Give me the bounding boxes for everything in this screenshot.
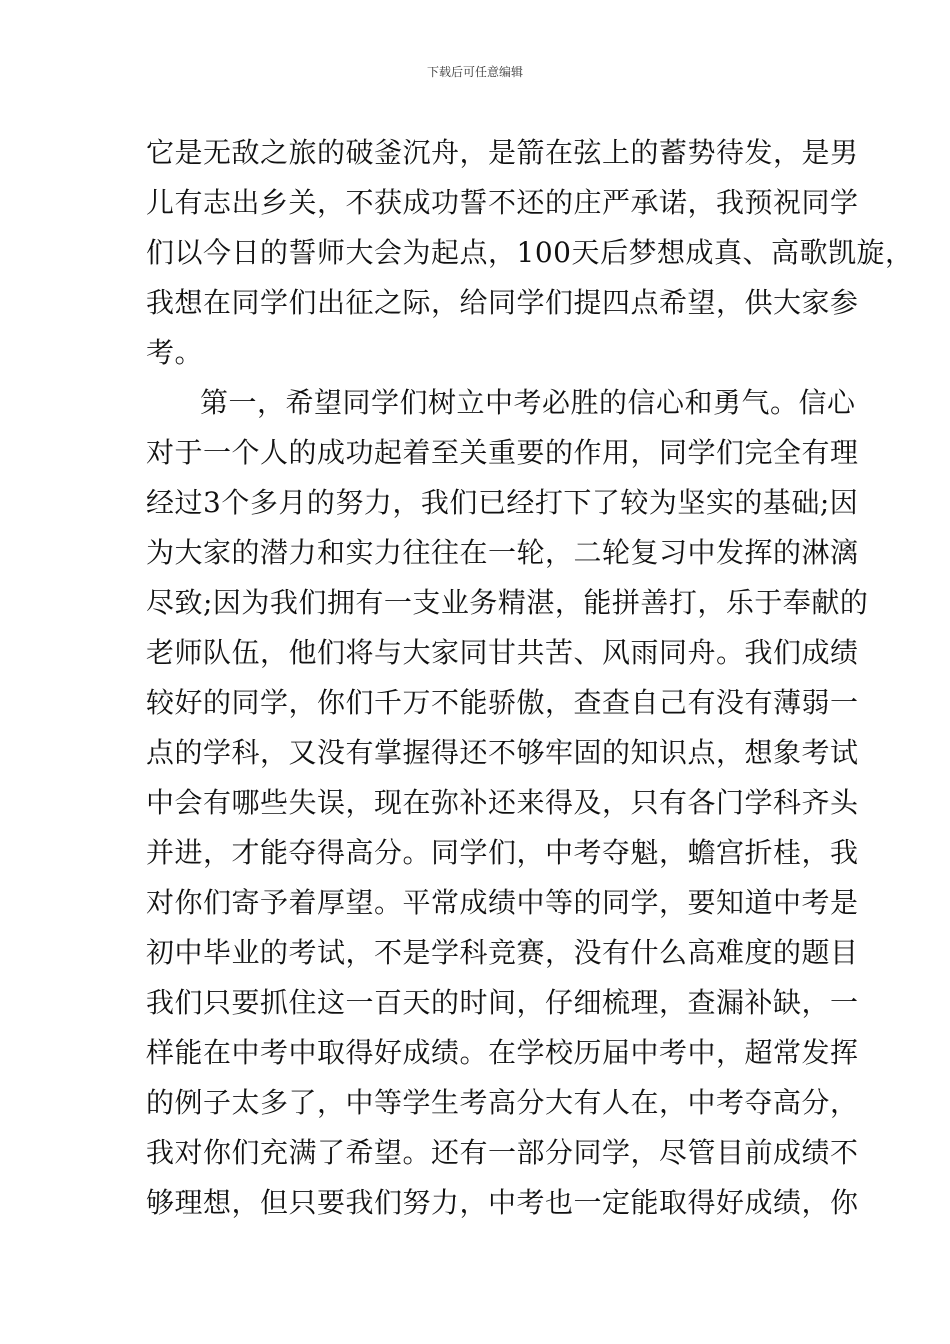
text-line: 我对你们充满了希望。还有一部分同学，尽管目前成绩不 [146, 1136, 859, 1169]
text-line: 经过3个多月的努力，我们已经打下了较为坚实的基础;因 [146, 486, 859, 519]
text-line: 中会有哪些失误，现在弥补还来得及，只有各门学科齐头 [146, 786, 859, 819]
text-line: 并进，才能夺得高分。同学们，中考夺魁，蟾宫折桂，我 [146, 836, 859, 869]
text-line: 我想在同学们出征之际，给同学们提四点希望，供大家参 [146, 286, 859, 319]
text-line: 对于一个人的成功起着至关重要的作用，同学们完全有理 [146, 436, 859, 469]
text-line: 们以今日的誓师大会为起点，100天后梦想成真、高歌凯旋， [146, 236, 914, 269]
text-line: 点的学科，又没有掌握得还不够牢固的知识点，想象考试 [146, 736, 859, 769]
text-line: 老师队伍，他们将与大家同甘共苦、风雨同舟。我们成绩 [146, 636, 859, 669]
text-line: 的例子太多了，中等学生考高分大有人在，中考夺高分， [146, 1086, 859, 1119]
paragraph-first-line: 第一，希望同学们树立中考必胜的信心和勇气。信心 [200, 386, 856, 419]
page-header: 下载后可任意编辑 [426, 65, 523, 79]
text-line: 它是无敌之旅的破釜沉舟，是箭在弦上的蓄势待发，是男 [146, 136, 859, 169]
text-line: 对你们寄予着厚望。平常成绩中等的同学，要知道中考是 [146, 886, 859, 919]
text-line: 为大家的潜力和实力往往在一轮，二轮复习中发挥的淋漓 [146, 536, 859, 569]
text-line: 考。 [146, 336, 204, 369]
text-line: 初中毕业的考试，不是学科竞赛，没有什么高难度的题目 [146, 936, 859, 969]
text-line: 样能在中考中取得好成绩。在学校历届中考中，超常发挥 [146, 1036, 859, 1069]
text-line: 我们只要抓住这一百天的时间，仔细梳理，查漏补缺，一 [146, 986, 859, 1019]
text-line: 较好的同学，你们千万不能骄傲，查查自己有没有薄弱一 [146, 686, 859, 719]
text-line: 够理想，但只要我们努力，中考也一定能取得好成绩，你 [146, 1186, 859, 1219]
text-line: 儿有志出乡关，不获成功誓不还的庄严承诺，我预祝同学 [146, 186, 859, 219]
document-body [146, 128, 914, 1228]
text-line: 尽致;因为我们拥有一支业务精湛，能拼善打，乐于奉献的 [146, 586, 869, 619]
